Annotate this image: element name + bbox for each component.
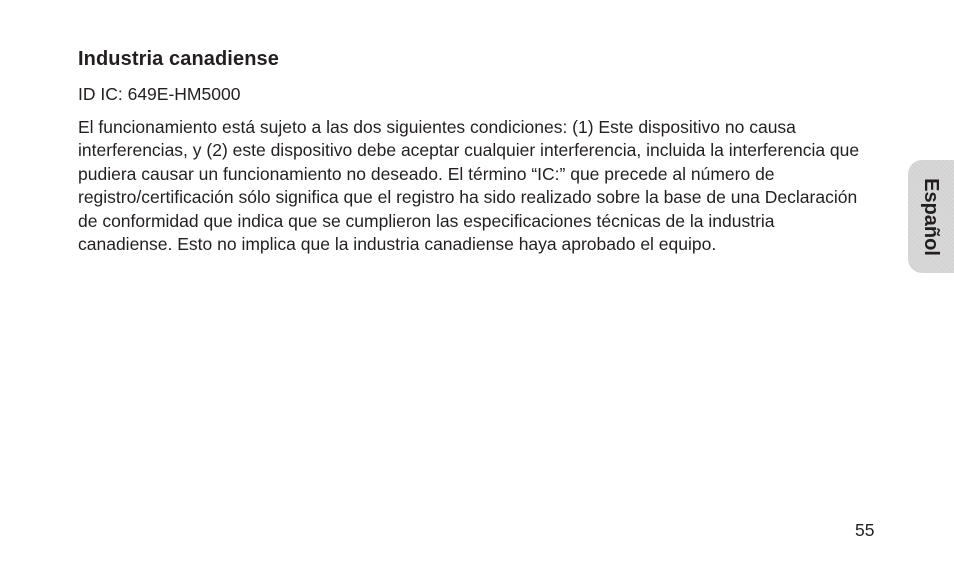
language-tab (908, 160, 954, 273)
compliance-paragraph: El funcionamiento está sujeto a las dos siguientes condiciones: (1) Este dispositivo no causa interferencias, y (2) este dispositivo debe aceptar cualquier interferencia, incluida la interferencia que pudiera causar un funcionamiento no deseado. El término “IC:” que precede al número de registro/certificación sólo significa que el registro ha sido realizado sobre la base de una Declaración de conformidad que indica que se cumplieron las especificaciones técnicas de la industria canadiense. Esto no implica que la industria canadiense haya aprobado el equipo. (78, 117, 860, 255)
language-tab-label: Español (920, 178, 943, 256)
page-number: 55 (855, 520, 875, 540)
ic-id-line: ID IC: 649E-HM5000 (78, 84, 241, 104)
section-heading: Industria canadiense (78, 48, 279, 70)
language-tab-label-wrap (916, 170, 946, 264)
